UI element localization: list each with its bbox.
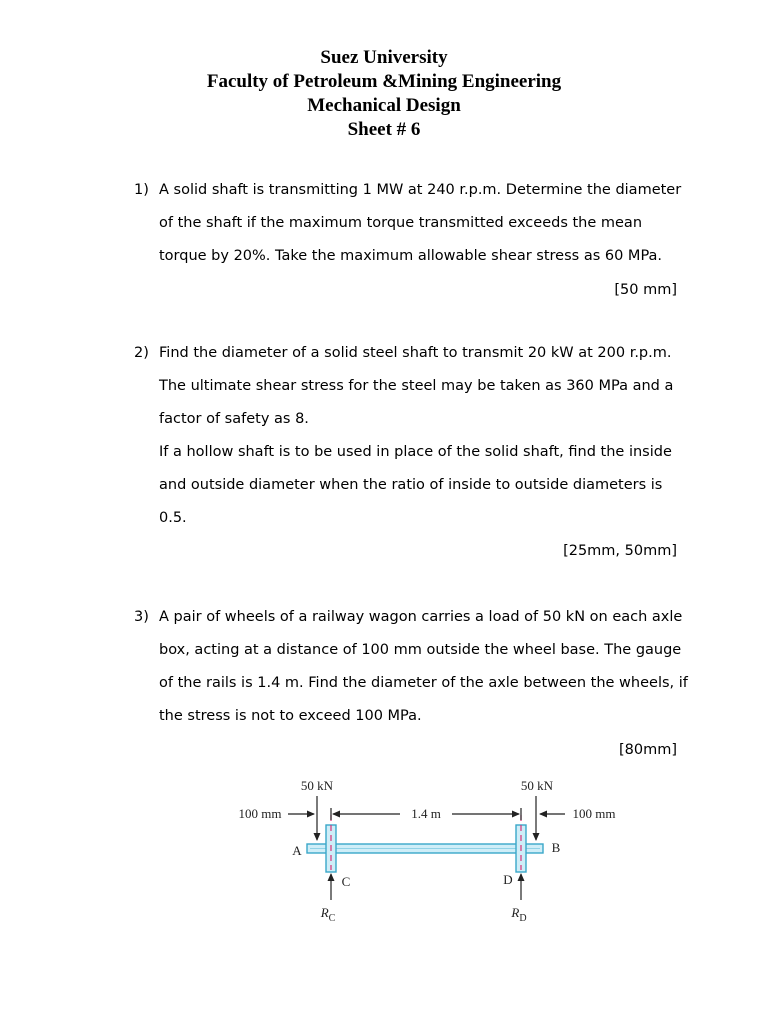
dim-label-left: 100 mm xyxy=(238,806,282,821)
reaction-label-d: $R_D$ xyxy=(511,905,527,924)
point-a-label: A xyxy=(292,843,302,858)
question-line: torque by 20%. Take the maximum allowable shear stress as 60 MPa. xyxy=(159,248,663,264)
load-label-right: 50 kN xyxy=(520,778,554,793)
question-line: factor of safety as 8. xyxy=(159,411,309,427)
question-line: If a hollow shaft is to be used in place of the solid shaft, find the inside xyxy=(159,444,672,460)
question-line: 0.5. xyxy=(159,510,187,526)
question-answer: [25mm, 50mm] xyxy=(563,543,677,559)
gauge-label: 1.4 m xyxy=(411,806,441,821)
question-line: A solid shaft is transmitting 1 MW at 240 r.p.m. Determine the diameter xyxy=(159,182,682,198)
question-answer: [80mm] xyxy=(618,742,677,758)
question-line: A pair of wheels of a railway wagon carries a load of 50 kN on each axle xyxy=(159,609,683,625)
university-title: Suez University xyxy=(320,47,448,68)
question-answer: [50 mm] xyxy=(614,282,677,298)
point-d-label: D xyxy=(503,872,513,887)
question-line: the stress is not to exceed 100 MPa. xyxy=(159,708,422,724)
question-number: 1) xyxy=(134,182,149,198)
question-line: of the rails is 1.4 m. Find the diameter of the axle between the wheels, if xyxy=(159,675,688,691)
faculty-title: Faculty of Petroleum &Mining Engineering xyxy=(206,71,562,92)
question-line: Find the diameter of a solid steel shaft to transmit 20 kW at 200 r.p.m. xyxy=(159,345,672,361)
question-line: The ultimate shear stress for the steel may be taken as 360 MPa and a xyxy=(159,378,674,394)
question-number: 3) xyxy=(134,609,149,625)
question-line: box, acting at a distance of 100 mm outside the wheel base. The gauge xyxy=(159,642,682,658)
question-line: of the shaft if the maximum torque transmitted exceeds the mean xyxy=(159,215,643,231)
dim-label-right: 100 mm xyxy=(572,806,616,821)
question-line: and outside diameter when the ratio of inside to outside diameters is xyxy=(159,477,663,493)
point-b-label: B xyxy=(551,840,561,855)
reaction-label-c: $R_C$ xyxy=(320,905,336,924)
sheet-title: Sheet # 6 xyxy=(347,119,421,140)
load-label-left: 50 kN xyxy=(300,778,334,793)
question-number: 2) xyxy=(134,345,149,361)
course-title: Mechanical Design xyxy=(307,95,461,116)
point-c-label: C xyxy=(341,874,351,889)
